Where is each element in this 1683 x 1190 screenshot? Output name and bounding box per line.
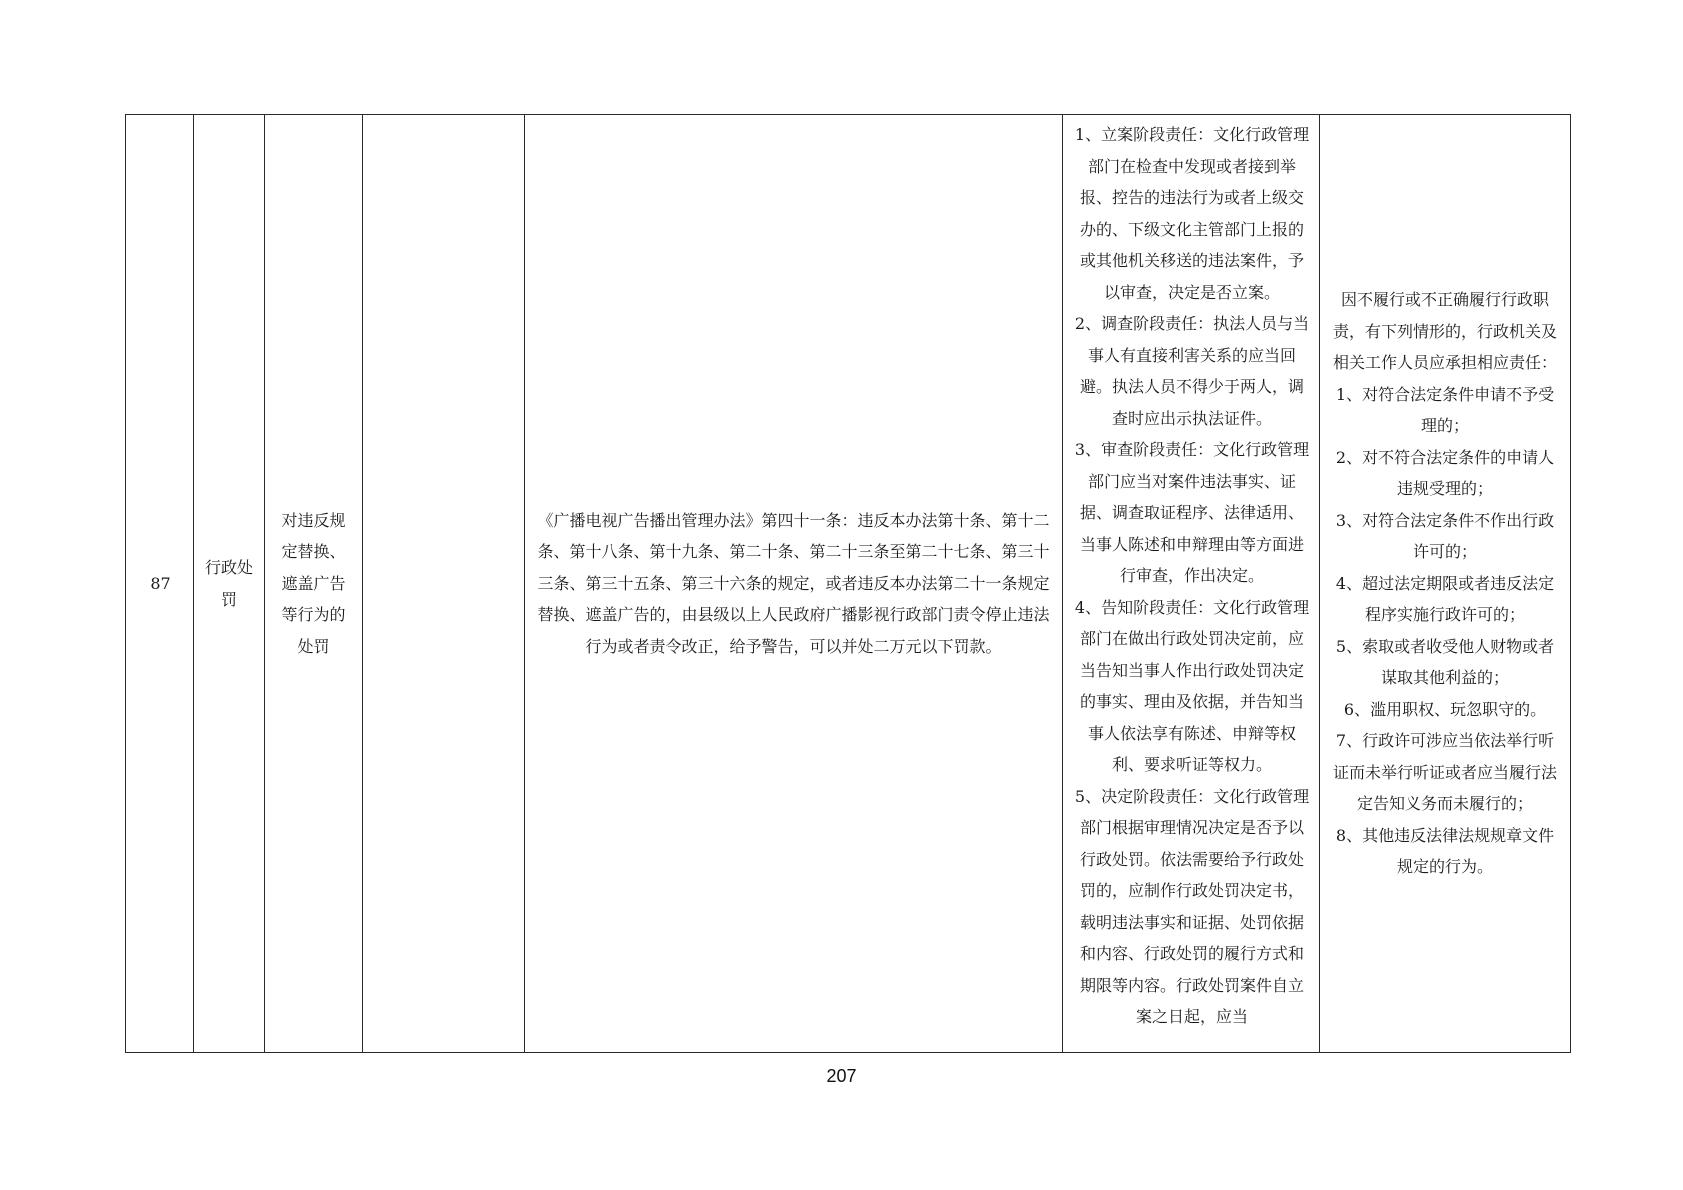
liability-intro: 因不履行或不正确履行行政职责，有下列情形的，行政机关及相关工作人员应承担相应责任： (1332, 290, 1557, 373)
liability-item: 7、行政许可涉应当依法举行听证而未举行听证或者应当履行法定告知义务而未履行的； (1332, 731, 1557, 814)
item-name-cell (265, 115, 363, 1053)
liability-list (1320, 284, 1570, 883)
liability-item: 6、滥用职权、玩忽职守的。 (1343, 699, 1547, 719)
responsibility-item: 5、决定阶段责任：文化行政管理部门根据审理情况决定是否予以行政处罚。依法需要给予行政处罚的，应制作行政处罚决定书，载明违法事实和证据、处罚依据和内容、行政处罚的履行方式和期限等内容。行政处罚案件自立案之日起，应当 (1074, 786, 1310, 1026)
responsibility-item: 3、审查阶段责任：文化行政管理部门应当对案件违法事实、证据、调查取证程序、法律适用、当事人陈述和申辩理由等方面进行审查，作出决定。 (1074, 440, 1310, 585)
category-text: 行政处罚 (204, 558, 253, 609)
liability-item: 8、其他违反法律法规规章文件规定的行为。 (1335, 825, 1555, 877)
responsibility-item: 4、告知阶段责任：文化行政管理部门在做出行政处罚决定前，应当告知当事人作出行政处罚决定的事实、理由及依据，并告知当事人依法享有陈述、申辩等权利、要求听证等权力。 (1074, 597, 1310, 774)
liability-item: 3、对符合法定条件不作出行政许可的； (1335, 510, 1555, 562)
row-number-cell (126, 115, 194, 1053)
liability-item: 5、索取或者收受他人财物或者谋取其他利益的； (1335, 636, 1555, 688)
row-number: 87 (150, 573, 171, 593)
sub-item-cell (363, 115, 525, 1053)
responsibility-item: 2、调查阶段责任：执法人员与当事人有直接利害关系的应当回避。执法人员不得少于两人，调查时应出示执法证件。 (1074, 314, 1310, 428)
item-name-text: 对违反规定替换、遮盖广告等行为的处罚 (281, 510, 346, 656)
liability-item: 2、对不符合法定条件的申请人违规受理的； (1335, 447, 1555, 499)
category-cell (194, 115, 265, 1053)
responsibility-list (1063, 116, 1319, 1051)
responsibility-item: 1、立案阶段责任：文化行政管理部门在检查中发现或者接到举报、控告的违法行为或者上级交办的、下级文化主管部门上报的或其他机关移送的违法案件，予以审查，决定是否立案。 (1074, 125, 1310, 302)
liability-item: 4、超过法定期限或者违反法定程序实施行政许可的； (1335, 573, 1555, 625)
liability-item: 1、对符合法定条件申请不予受理的； (1335, 384, 1555, 436)
legal-basis-cell (525, 115, 1063, 1053)
responsibility-table (125, 114, 1571, 1053)
liability-cell (1320, 115, 1571, 1053)
responsibility-cell (1063, 115, 1320, 1053)
table-row (126, 115, 1571, 1053)
legal-basis-text: 《广播电视广告播出管理办法》第四十一条：违反本办法第十条、第十二条、第十八条、第十九条、第二十条、第二十三条至第二十七条、第三十三条、第三十五条、第三十六条的规定，或者违反本办法第二十一条规定替换、遮盖广告的，由县级以上人民政府广播影视行政部门责令停止违法行为或者责令改正，给予警告，可以并处二万元以下罚款。 (537, 510, 1050, 656)
page-number: 207 (826, 1066, 857, 1086)
